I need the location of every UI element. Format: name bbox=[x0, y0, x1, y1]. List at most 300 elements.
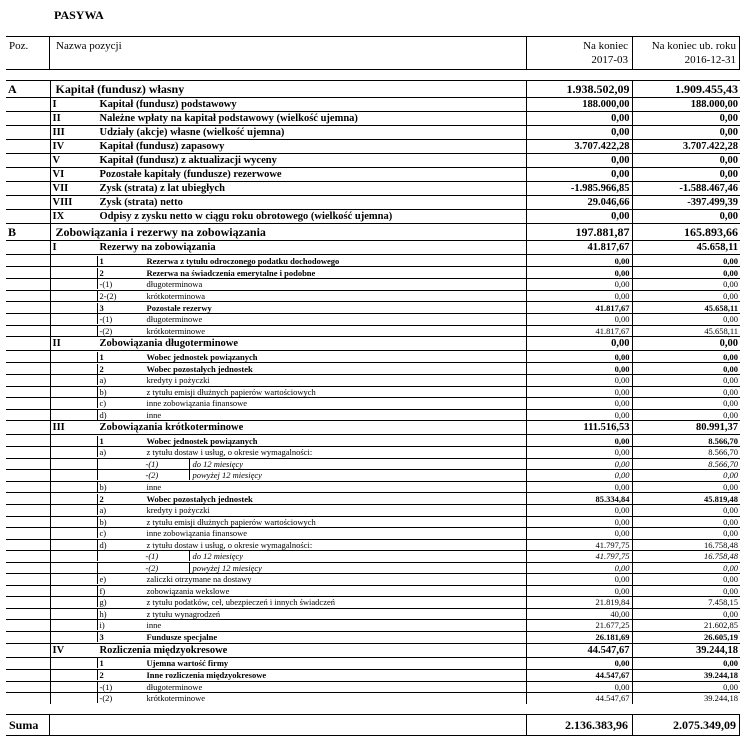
row-section bbox=[6, 279, 50, 291]
row-section bbox=[6, 516, 50, 528]
row-section bbox=[6, 98, 50, 112]
value-previous: 39.244,18 bbox=[632, 643, 740, 657]
value-previous: 0,00 bbox=[632, 255, 740, 267]
row-name: z tytułu emisji dłużnych papierów wartościowych bbox=[146, 516, 316, 527]
row-subnumber: -(1) bbox=[99, 681, 113, 692]
row-subnumber: 2 bbox=[99, 493, 104, 504]
row-section bbox=[6, 551, 50, 563]
table-row bbox=[6, 597, 740, 609]
value-current: 21.677,25 bbox=[526, 620, 632, 632]
row-section bbox=[6, 398, 50, 410]
value-current: 0,00 bbox=[526, 112, 632, 126]
row-section bbox=[6, 375, 50, 387]
row-label-cell bbox=[50, 140, 526, 154]
table-row bbox=[6, 657, 740, 669]
value-current: 0,00 bbox=[526, 398, 632, 410]
row-subnumber: b) bbox=[99, 481, 107, 492]
value-current: 0,00 bbox=[526, 516, 632, 528]
table-row bbox=[6, 351, 740, 363]
table-row bbox=[6, 585, 740, 597]
row-section bbox=[6, 409, 50, 421]
row-name: Rezerwa z tytułu odroczonego podatku dochodowego bbox=[146, 255, 340, 266]
row-subnumber: f) bbox=[99, 585, 106, 596]
row-name: krótkoterminowa bbox=[146, 290, 206, 301]
value-current: 0,00 bbox=[526, 585, 632, 597]
balance-table bbox=[6, 80, 740, 704]
row-label-cell bbox=[50, 631, 526, 643]
row-section bbox=[6, 669, 50, 681]
value-current: 0,00 bbox=[526, 681, 632, 693]
row-name: inne zobowiązania finansowe bbox=[146, 528, 248, 539]
row-name: z tytułu wynagrodzeń bbox=[146, 608, 221, 619]
row-number: III bbox=[52, 422, 65, 433]
row-label-cell bbox=[50, 351, 526, 363]
table-row bbox=[6, 551, 740, 563]
table-row bbox=[6, 302, 740, 314]
value-previous: 45.658,11 bbox=[632, 325, 740, 337]
row-section bbox=[6, 241, 50, 255]
row-label-cell bbox=[50, 279, 526, 291]
row-number: I bbox=[52, 99, 57, 110]
table-row bbox=[6, 210, 740, 224]
row-label-cell bbox=[50, 643, 526, 657]
table-row bbox=[6, 505, 740, 517]
row-label-cell bbox=[50, 657, 526, 669]
row-section bbox=[6, 631, 50, 643]
row-subnumber: g) bbox=[99, 597, 107, 608]
row-name: Ujemna wartość firmy bbox=[146, 658, 229, 668]
row-name: Fundusze specjalne bbox=[146, 632, 218, 642]
row-section bbox=[6, 447, 50, 459]
row-section bbox=[6, 363, 50, 375]
table-row bbox=[6, 528, 740, 540]
value-previous: 45.658,11 bbox=[632, 241, 740, 255]
row-name: Zobowiązania długoterminowe bbox=[99, 338, 239, 349]
row-name: Należne wpłaty na kapitał podstawowy (wielkość ujemna) bbox=[99, 113, 358, 124]
table-row bbox=[6, 669, 740, 681]
row-section bbox=[6, 290, 50, 302]
row-name: Zysk (strata) netto bbox=[99, 197, 183, 208]
row-section bbox=[6, 620, 50, 632]
row-subnumber: c) bbox=[99, 528, 107, 539]
row-name: do 12 miesięcy bbox=[192, 458, 244, 469]
row-label-cell bbox=[50, 585, 526, 597]
row-section bbox=[6, 196, 50, 210]
value-current: 0,00 bbox=[526, 562, 632, 574]
value-previous: 0,00 bbox=[632, 337, 740, 351]
table-row bbox=[6, 81, 740, 98]
row-label-cell bbox=[50, 337, 526, 351]
total-current: 2.136.383,96 bbox=[565, 718, 628, 732]
table-row bbox=[6, 255, 740, 267]
value-previous: 8.566,70 bbox=[632, 447, 740, 459]
value-current: 0,00 bbox=[526, 314, 632, 326]
table-row bbox=[6, 98, 740, 112]
table-row bbox=[6, 168, 740, 182]
row-label-cell bbox=[50, 375, 526, 387]
row-number: I bbox=[52, 242, 57, 253]
table-row bbox=[6, 126, 740, 140]
row-subnumber: b) bbox=[99, 516, 107, 527]
value-current: 0,00 bbox=[526, 290, 632, 302]
table-row bbox=[6, 562, 740, 574]
header-name: Nazwa pozycji bbox=[56, 40, 122, 52]
table-row bbox=[6, 290, 740, 302]
value-current: 0,00 bbox=[526, 267, 632, 279]
row-section bbox=[6, 351, 50, 363]
table-row bbox=[6, 224, 740, 241]
row-label-cell bbox=[50, 255, 526, 267]
table-row bbox=[6, 140, 740, 154]
row-label-cell bbox=[50, 325, 526, 337]
value-previous: 0,00 bbox=[632, 398, 740, 410]
value-previous: 0,00 bbox=[632, 386, 740, 398]
value-current: 3.707.422,28 bbox=[526, 140, 632, 154]
row-label-cell bbox=[50, 126, 526, 140]
value-current: 44.547,67 bbox=[526, 693, 632, 704]
row-subnumber: 1 bbox=[99, 658, 104, 668]
row-subnumber: -(1) bbox=[99, 279, 113, 290]
row-number: III bbox=[52, 127, 65, 138]
table-header bbox=[6, 36, 740, 70]
row-name: Rezerwa na świadczenia emerytalne i podobne bbox=[146, 267, 316, 278]
row-name: kredyty i pożyczki bbox=[146, 375, 210, 386]
row-label-cell bbox=[50, 81, 526, 98]
value-previous: 8.566,70 bbox=[632, 458, 740, 470]
row-name: krótkoterminowe bbox=[146, 693, 206, 704]
row-section bbox=[6, 528, 50, 540]
row-name: inne bbox=[146, 481, 162, 492]
row-name: inne bbox=[146, 409, 162, 420]
row-number: VI bbox=[52, 169, 65, 180]
value-previous: 0,00 bbox=[632, 126, 740, 140]
value-previous: 1.909.455,43 bbox=[632, 81, 740, 98]
value-previous: 21.602,85 bbox=[632, 620, 740, 632]
value-current: 111.516,53 bbox=[526, 421, 632, 435]
row-name: Pozostałe rezerwy bbox=[146, 302, 212, 313]
row-label-cell bbox=[50, 210, 526, 224]
value-previous: 16.758,48 bbox=[632, 539, 740, 551]
row-label-cell bbox=[50, 421, 526, 435]
table-row bbox=[6, 375, 740, 387]
value-current: -1.985.966,85 bbox=[526, 182, 632, 196]
row-section bbox=[6, 458, 50, 470]
value-current: 0,00 bbox=[526, 470, 632, 482]
value-current: 0,00 bbox=[526, 481, 632, 493]
header-col-previous: Na koniec ub. roku 2016-12-31 bbox=[651, 40, 736, 66]
value-previous: 0,00 bbox=[632, 290, 740, 302]
row-label-cell bbox=[50, 516, 526, 528]
row-section bbox=[6, 693, 50, 704]
row-label-cell bbox=[50, 196, 526, 210]
total-row bbox=[6, 714, 740, 736]
table-row bbox=[6, 409, 740, 421]
row-name: Kapitał (fundusz) zapasowy bbox=[99, 141, 225, 152]
row-section bbox=[6, 154, 50, 168]
row-label-cell bbox=[50, 168, 526, 182]
row-name: Wobec jednostek powiązanych bbox=[146, 351, 258, 362]
row-section bbox=[6, 643, 50, 657]
table-row bbox=[6, 643, 740, 657]
row-name: Zobowiązania i rezerwy na zobowiązania bbox=[55, 224, 266, 239]
value-previous: 0,00 bbox=[632, 375, 740, 387]
row-name: długoterminowe bbox=[146, 314, 203, 325]
table-row bbox=[6, 681, 740, 693]
page-title: PASYWA bbox=[54, 8, 104, 22]
value-previous: -1.588.467,46 bbox=[632, 182, 740, 196]
row-section bbox=[6, 112, 50, 126]
row-section bbox=[6, 470, 50, 482]
row-number: IV bbox=[52, 141, 65, 152]
row-number: IV bbox=[52, 644, 65, 656]
table-row bbox=[6, 398, 740, 410]
row-name: Wobec pozostałych jednostek bbox=[146, 493, 253, 504]
row-label-cell bbox=[50, 574, 526, 586]
row-label-cell bbox=[50, 597, 526, 609]
row-section bbox=[6, 657, 50, 669]
row-number: V bbox=[52, 155, 61, 166]
row-section bbox=[6, 337, 50, 351]
row-section bbox=[6, 597, 50, 609]
value-previous: 0,00 bbox=[632, 112, 740, 126]
table-row bbox=[6, 516, 740, 528]
row-name: Rezerwy na zobowiązania bbox=[99, 242, 216, 253]
table-row bbox=[6, 182, 740, 196]
value-current: 0,00 bbox=[526, 386, 632, 398]
row-label-cell bbox=[50, 620, 526, 632]
row-label-cell bbox=[50, 539, 526, 551]
value-previous: 0,00 bbox=[632, 481, 740, 493]
table-row bbox=[6, 386, 740, 398]
row-label-cell bbox=[50, 458, 526, 470]
row-number: II bbox=[52, 113, 61, 124]
total-label: Suma bbox=[9, 718, 39, 732]
row-section bbox=[6, 126, 50, 140]
row-name: powyżej 12 miesięcy bbox=[192, 562, 262, 573]
row-label-cell bbox=[50, 112, 526, 126]
value-current: 0,00 bbox=[526, 154, 632, 168]
row-label-cell bbox=[50, 493, 526, 505]
row-name: zaliczki otrzymane na dostawy bbox=[146, 574, 252, 585]
row-label-cell bbox=[50, 435, 526, 447]
value-current: 41.797,75 bbox=[526, 539, 632, 551]
value-previous: 8.566,70 bbox=[632, 435, 740, 447]
row-name: Zysk (strata) z lat ubiegłych bbox=[99, 183, 225, 194]
value-previous: 7.458,15 bbox=[632, 597, 740, 609]
row-name: z tytułu dostaw i usług, o okresie wymagalności: bbox=[146, 447, 313, 458]
row-subnumber: 3 bbox=[99, 302, 104, 313]
value-current: 0,00 bbox=[526, 279, 632, 291]
row-subnumber: -(2) bbox=[98, 563, 190, 573]
value-current: 188.000,00 bbox=[526, 98, 632, 112]
row-label-cell bbox=[50, 314, 526, 326]
value-previous: 0,00 bbox=[632, 574, 740, 586]
row-name: Wobec pozostałych jednostek bbox=[146, 363, 253, 374]
row-subnumber: 2 bbox=[99, 363, 104, 374]
row-subnumber: d) bbox=[99, 409, 107, 420]
row-label-cell bbox=[50, 409, 526, 421]
table-row bbox=[6, 363, 740, 375]
row-name: Zobowiązania krótkoterminowe bbox=[99, 422, 244, 433]
row-label-cell bbox=[50, 669, 526, 681]
table-row bbox=[6, 481, 740, 493]
row-number: VIII bbox=[52, 197, 73, 208]
table-row bbox=[6, 314, 740, 326]
table-row bbox=[6, 112, 740, 126]
value-previous: 26.605,19 bbox=[632, 631, 740, 643]
row-subnumber: 1 bbox=[99, 435, 104, 446]
value-previous: 0,00 bbox=[632, 516, 740, 528]
row-name: Kapitał (fundusz) podstawowy bbox=[99, 99, 237, 110]
row-section bbox=[6, 681, 50, 693]
value-current: 0,00 bbox=[526, 528, 632, 540]
row-subnumber: 1 bbox=[99, 351, 104, 362]
table-row bbox=[6, 279, 740, 291]
row-section bbox=[6, 481, 50, 493]
table-row bbox=[6, 493, 740, 505]
row-section bbox=[6, 314, 50, 326]
value-current: 21.819,84 bbox=[526, 597, 632, 609]
table-row bbox=[6, 620, 740, 632]
row-number: VII bbox=[52, 183, 69, 194]
row-section bbox=[6, 267, 50, 279]
row-name: Kapitał (fundusz) z aktualizacji wyceny bbox=[99, 155, 277, 166]
row-subnumber: 2 bbox=[99, 267, 104, 278]
row-section: B bbox=[6, 224, 50, 241]
row-label-cell bbox=[50, 608, 526, 620]
value-previous: 0,00 bbox=[632, 168, 740, 182]
row-label-cell bbox=[50, 241, 526, 255]
value-current: 0,00 bbox=[526, 351, 632, 363]
row-label-cell bbox=[50, 693, 526, 704]
row-subnumber: -(2) bbox=[98, 470, 190, 480]
row-section bbox=[6, 168, 50, 182]
value-current: 0,00 bbox=[526, 458, 632, 470]
row-label-cell bbox=[50, 398, 526, 410]
value-current: 26.181,69 bbox=[526, 631, 632, 643]
row-name: do 12 miesięcy bbox=[192, 551, 244, 562]
row-label-cell bbox=[50, 470, 526, 482]
row-name: z tytułu emisji dłużnych papierów wartościowych bbox=[146, 386, 316, 397]
row-subnumber: -(2) bbox=[99, 325, 113, 336]
value-current: 40,00 bbox=[526, 608, 632, 620]
value-previous: 0,00 bbox=[632, 154, 740, 168]
total-previous: 2.075.349,09 bbox=[673, 718, 736, 732]
value-previous: 0,00 bbox=[632, 314, 740, 326]
row-section bbox=[6, 505, 50, 517]
row-subnumber: a) bbox=[99, 375, 107, 386]
row-label-cell bbox=[50, 505, 526, 517]
row-name: z tytułu dostaw i usług, o okresie wymagalności: bbox=[146, 539, 313, 550]
row-label-cell bbox=[50, 154, 526, 168]
value-current: 41.797,75 bbox=[526, 551, 632, 563]
row-name: Udziały (akcje) własne (wielkość ujemna) bbox=[99, 127, 285, 138]
row-subnumber: h) bbox=[99, 608, 107, 619]
value-current: 197.881,87 bbox=[526, 224, 632, 241]
row-name: inne zobowiązania finansowe bbox=[146, 398, 248, 409]
row-subnumber: a) bbox=[99, 447, 107, 458]
row-subnumber: -(1) bbox=[98, 459, 190, 469]
value-current: 0,00 bbox=[526, 210, 632, 224]
row-subnumber: 2 bbox=[99, 670, 104, 680]
value-previous: 0,00 bbox=[632, 351, 740, 363]
value-previous: 0,00 bbox=[632, 409, 740, 421]
row-name: z tytułu podatków, ceł, ubezpieczeń i innych świadczeń bbox=[146, 597, 336, 608]
row-name: Kapitał (fundusz) własny bbox=[55, 81, 185, 96]
value-current: 0,00 bbox=[526, 363, 632, 375]
row-section bbox=[6, 421, 50, 435]
row-section bbox=[6, 302, 50, 314]
value-current: 44.547,67 bbox=[526, 669, 632, 681]
table-row bbox=[6, 539, 740, 551]
row-section bbox=[6, 325, 50, 337]
row-label-cell bbox=[50, 386, 526, 398]
value-current: 0,00 bbox=[526, 447, 632, 459]
value-current: 0,00 bbox=[526, 337, 632, 351]
value-current: 0,00 bbox=[526, 168, 632, 182]
value-previous: 0,00 bbox=[632, 505, 740, 517]
value-previous: 0,00 bbox=[632, 267, 740, 279]
value-previous: 0,00 bbox=[632, 363, 740, 375]
table-row bbox=[6, 196, 740, 210]
value-previous: 39.244,18 bbox=[632, 669, 740, 681]
row-label-cell bbox=[50, 182, 526, 196]
row-label-cell bbox=[50, 302, 526, 314]
row-subnumber: -(1) bbox=[98, 551, 190, 561]
value-previous: 0,00 bbox=[632, 528, 740, 540]
table-row bbox=[6, 154, 740, 168]
row-name: inne bbox=[146, 620, 162, 631]
row-name: Rozliczenia międzyokresowe bbox=[99, 644, 228, 656]
table-row bbox=[6, 267, 740, 279]
row-section bbox=[6, 493, 50, 505]
value-previous: 0,00 bbox=[632, 608, 740, 620]
row-label-cell bbox=[50, 224, 526, 241]
row-section bbox=[6, 608, 50, 620]
table-row bbox=[6, 241, 740, 255]
row-name: kredyty i pożyczki bbox=[146, 505, 210, 516]
value-previous: 80.991,37 bbox=[632, 421, 740, 435]
header-poz: Poz. bbox=[9, 40, 29, 52]
row-subnumber: i) bbox=[99, 620, 105, 631]
row-section bbox=[6, 562, 50, 574]
row-subnumber: d) bbox=[99, 539, 107, 550]
row-label-cell bbox=[50, 290, 526, 302]
row-section bbox=[6, 585, 50, 597]
value-previous: 45.658,11 bbox=[632, 302, 740, 314]
row-number: IX bbox=[52, 211, 65, 222]
row-name: krótkoterminowe bbox=[146, 325, 206, 336]
table-row bbox=[6, 693, 740, 704]
row-section bbox=[6, 435, 50, 447]
row-label-cell bbox=[50, 562, 526, 574]
row-subnumber: -(2) bbox=[99, 693, 113, 704]
row-section bbox=[6, 182, 50, 196]
value-previous: -397.499,39 bbox=[632, 196, 740, 210]
row-label-cell bbox=[50, 447, 526, 459]
table-row bbox=[6, 421, 740, 435]
value-current: 0,00 bbox=[526, 409, 632, 421]
row-subnumber: e) bbox=[99, 574, 107, 585]
table-row bbox=[6, 574, 740, 586]
row-section bbox=[6, 255, 50, 267]
value-current: 44.547,67 bbox=[526, 643, 632, 657]
row-name: powyżej 12 miesięcy bbox=[192, 470, 262, 481]
value-current: 41.817,67 bbox=[526, 302, 632, 314]
value-current: 0,00 bbox=[526, 126, 632, 140]
value-previous: 0,00 bbox=[632, 657, 740, 669]
value-previous: 0,00 bbox=[632, 681, 740, 693]
